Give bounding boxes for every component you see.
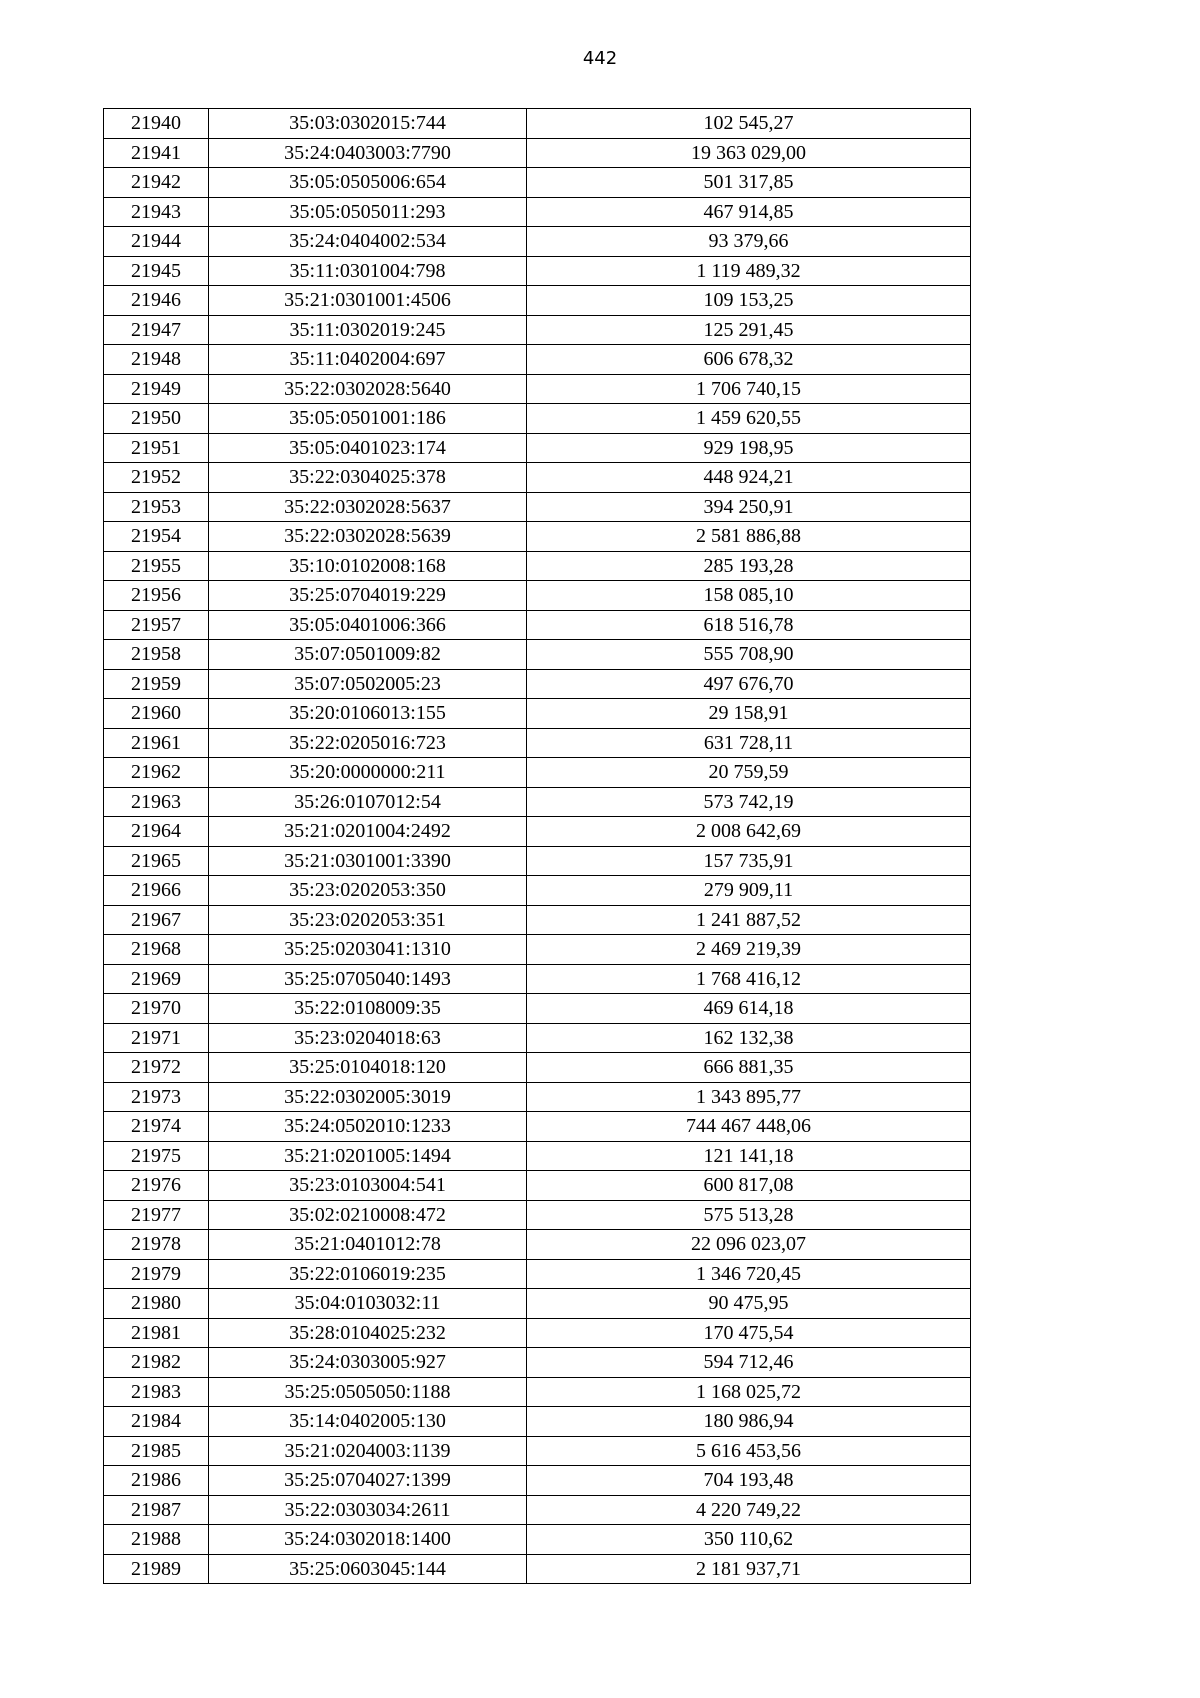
row-number-cell: 21953 — [104, 492, 209, 522]
table-row — [104, 1554, 971, 1584]
row-number-cell: 21982 — [104, 1348, 209, 1378]
value-cell: 279 909,11 — [527, 876, 971, 906]
cadastral-number-cell: 35:28:0104025:232 — [209, 1318, 527, 1348]
table-row — [104, 728, 971, 758]
cadastral-number-cell: 35:25:0104018:120 — [209, 1053, 527, 1083]
value-cell: 497 676,70 — [527, 669, 971, 699]
value-cell: 4 220 749,22 — [527, 1495, 971, 1525]
table-row — [104, 1525, 971, 1555]
cadastral-number-cell: 35:10:0102008:168 — [209, 551, 527, 581]
row-number-cell: 21979 — [104, 1259, 209, 1289]
value-cell: 575 513,28 — [527, 1200, 971, 1230]
row-number-cell: 21956 — [104, 581, 209, 611]
cadastral-number-cell: 35:05:0401006:366 — [209, 610, 527, 640]
row-number-cell: 21962 — [104, 758, 209, 788]
cadastral-number-cell: 35:21:0301001:3390 — [209, 846, 527, 876]
table-row — [104, 404, 971, 434]
row-number-cell: 21970 — [104, 994, 209, 1024]
table-row — [104, 846, 971, 876]
row-number-cell: 21968 — [104, 935, 209, 965]
row-number-cell: 21981 — [104, 1318, 209, 1348]
value-cell: 22 096 023,07 — [527, 1230, 971, 1260]
cadastral-number-cell: 35:05:0401023:174 — [209, 433, 527, 463]
value-cell: 600 817,08 — [527, 1171, 971, 1201]
value-cell: 1 241 887,52 — [527, 905, 971, 935]
row-number-cell: 21989 — [104, 1554, 209, 1584]
row-number-cell: 21987 — [104, 1495, 209, 1525]
value-cell: 1 706 740,15 — [527, 374, 971, 404]
table-row — [104, 1289, 971, 1319]
row-number-cell: 21988 — [104, 1525, 209, 1555]
value-cell: 469 614,18 — [527, 994, 971, 1024]
row-number-cell: 21941 — [104, 138, 209, 168]
cadastral-number-cell: 35:07:0502005:23 — [209, 669, 527, 699]
cadastral-number-cell: 35:22:0303034:2611 — [209, 1495, 527, 1525]
row-number-cell: 21946 — [104, 286, 209, 316]
row-number-cell: 21955 — [104, 551, 209, 581]
cadastral-number-cell: 35:25:0704027:1399 — [209, 1466, 527, 1496]
row-number-cell: 21958 — [104, 640, 209, 670]
value-cell: 125 291,45 — [527, 315, 971, 345]
table-row — [104, 1466, 971, 1496]
row-number-cell: 21961 — [104, 728, 209, 758]
cadastral-number-cell: 35:22:0304025:378 — [209, 463, 527, 493]
table-row — [104, 610, 971, 640]
value-cell: 20 759,59 — [527, 758, 971, 788]
value-cell: 2 008 642,69 — [527, 817, 971, 847]
row-number-cell: 21948 — [104, 345, 209, 375]
table-row — [104, 699, 971, 729]
cadastral-number-cell: 35:25:0203041:1310 — [209, 935, 527, 965]
cadastral-number-cell: 35:24:0404002:534 — [209, 227, 527, 257]
table-row — [104, 1318, 971, 1348]
value-cell: 121 141,18 — [527, 1141, 971, 1171]
cadastral-number-cell: 35:05:0505011:293 — [209, 197, 527, 227]
row-number-cell: 21972 — [104, 1053, 209, 1083]
cadastral-number-cell: 35:24:0502010:1233 — [209, 1112, 527, 1142]
cadastral-number-cell: 35:20:0106013:155 — [209, 699, 527, 729]
row-number-cell: 21944 — [104, 227, 209, 257]
cadastral-number-cell: 35:07:0501009:82 — [209, 640, 527, 670]
row-number-cell: 21966 — [104, 876, 209, 906]
row-number-cell: 21942 — [104, 168, 209, 198]
cadastral-number-cell: 35:11:0402004:697 — [209, 345, 527, 375]
value-cell: 19 363 029,00 — [527, 138, 971, 168]
cadastral-number-cell: 35:21:0204003:1139 — [209, 1436, 527, 1466]
table-row — [104, 168, 971, 198]
table-row — [104, 1259, 971, 1289]
value-cell: 285 193,28 — [527, 551, 971, 581]
value-cell: 467 914,85 — [527, 197, 971, 227]
table-row — [104, 109, 971, 139]
row-number-cell: 21952 — [104, 463, 209, 493]
table-row — [104, 758, 971, 788]
value-cell: 394 250,91 — [527, 492, 971, 522]
cadastral-number-cell: 35:23:0204018:63 — [209, 1023, 527, 1053]
value-cell: 102 545,27 — [527, 109, 971, 139]
cadastral-number-cell: 35:02:0210008:472 — [209, 1200, 527, 1230]
value-cell: 1 343 895,77 — [527, 1082, 971, 1112]
cadastral-number-cell: 35:26:0107012:54 — [209, 787, 527, 817]
table-row — [104, 1407, 971, 1437]
row-number-cell: 21974 — [104, 1112, 209, 1142]
value-cell: 5 616 453,56 — [527, 1436, 971, 1466]
cadastral-number-cell: 35:23:0103004:541 — [209, 1171, 527, 1201]
row-number-cell: 21964 — [104, 817, 209, 847]
table-row — [104, 227, 971, 257]
value-cell: 929 198,95 — [527, 433, 971, 463]
cadastral-number-cell: 35:22:0302028:5640 — [209, 374, 527, 404]
row-number-cell: 21945 — [104, 256, 209, 286]
table-row — [104, 256, 971, 286]
value-cell: 170 475,54 — [527, 1318, 971, 1348]
row-number-cell: 21951 — [104, 433, 209, 463]
cadastral-number-cell: 35:23:0202053:351 — [209, 905, 527, 935]
value-cell: 1 168 025,72 — [527, 1377, 971, 1407]
table-row — [104, 640, 971, 670]
table-row — [104, 669, 971, 699]
cadastral-number-cell: 35:21:0201004:2492 — [209, 817, 527, 847]
table-row — [104, 1082, 971, 1112]
value-cell: 555 708,90 — [527, 640, 971, 670]
row-number-cell: 21980 — [104, 1289, 209, 1319]
row-number-cell: 21960 — [104, 699, 209, 729]
row-number-cell: 21985 — [104, 1436, 209, 1466]
table-row — [104, 905, 971, 935]
cadastral-number-cell: 35:23:0202053:350 — [209, 876, 527, 906]
row-number-cell: 21957 — [104, 610, 209, 640]
table-row — [104, 374, 971, 404]
value-cell: 2 469 219,39 — [527, 935, 971, 965]
table-row — [104, 964, 971, 994]
cadastral-number-cell: 35:24:0403003:7790 — [209, 138, 527, 168]
cadastral-number-cell: 35:05:0505006:654 — [209, 168, 527, 198]
value-cell: 704 193,48 — [527, 1466, 971, 1496]
table-row — [104, 286, 971, 316]
value-cell: 157 735,91 — [527, 846, 971, 876]
row-number-cell: 21976 — [104, 1171, 209, 1201]
table-row — [104, 197, 971, 227]
table-row — [104, 817, 971, 847]
table-row — [104, 433, 971, 463]
row-number-cell: 21978 — [104, 1230, 209, 1260]
cadastral-number-cell: 35:03:0302015:744 — [209, 109, 527, 139]
row-number-cell: 21950 — [104, 404, 209, 434]
table-row — [104, 1348, 971, 1378]
table-row — [104, 876, 971, 906]
cadastral-number-cell: 35:11:0302019:245 — [209, 315, 527, 345]
value-cell: 606 678,32 — [527, 345, 971, 375]
value-cell: 29 158,91 — [527, 699, 971, 729]
row-number-cell: 21984 — [104, 1407, 209, 1437]
table-row — [104, 1436, 971, 1466]
cadastral-number-cell: 35:04:0103032:11 — [209, 1289, 527, 1319]
row-number-cell: 21940 — [104, 109, 209, 139]
row-number-cell: 21986 — [104, 1466, 209, 1496]
cadastral-number-cell: 35:22:0205016:723 — [209, 728, 527, 758]
row-number-cell: 21963 — [104, 787, 209, 817]
value-cell: 501 317,85 — [527, 168, 971, 198]
table-row — [104, 315, 971, 345]
table-row — [104, 1171, 971, 1201]
value-cell: 2 581 886,88 — [527, 522, 971, 552]
value-cell: 666 881,35 — [527, 1053, 971, 1083]
value-cell: 1 346 720,45 — [527, 1259, 971, 1289]
cadastral-number-cell: 35:25:0603045:144 — [209, 1554, 527, 1584]
page-number: 442 — [582, 48, 618, 69]
cadastral-number-cell: 35:22:0302005:3019 — [209, 1082, 527, 1112]
value-cell: 631 728,11 — [527, 728, 971, 758]
value-cell: 618 516,78 — [527, 610, 971, 640]
value-cell: 93 379,66 — [527, 227, 971, 257]
value-cell: 109 153,25 — [527, 286, 971, 316]
table-row — [104, 138, 971, 168]
row-number-cell: 21969 — [104, 964, 209, 994]
table-row — [104, 522, 971, 552]
cadastral-number-cell: 35:24:0303005:927 — [209, 1348, 527, 1378]
value-cell: 744 467 448,06 — [527, 1112, 971, 1142]
cadastral-number-cell: 35:05:0501001:186 — [209, 404, 527, 434]
cadastral-number-cell: 35:22:0108009:35 — [209, 994, 527, 1024]
cadastral-number-cell: 35:14:0402005:130 — [209, 1407, 527, 1437]
row-number-cell: 21977 — [104, 1200, 209, 1230]
table-row — [104, 1495, 971, 1525]
cadastral-number-cell: 35:21:0301001:4506 — [209, 286, 527, 316]
row-number-cell: 21973 — [104, 1082, 209, 1112]
table-row — [104, 1230, 971, 1260]
cadastral-number-cell: 35:21:0201005:1494 — [209, 1141, 527, 1171]
row-number-cell: 21965 — [104, 846, 209, 876]
table-row — [104, 1053, 971, 1083]
table-row — [104, 581, 971, 611]
table-row — [104, 1023, 971, 1053]
value-cell: 573 742,19 — [527, 787, 971, 817]
table-row — [104, 787, 971, 817]
cadastral-number-cell: 35:25:0505050:1188 — [209, 1377, 527, 1407]
cadastral-number-cell: 35:25:0705040:1493 — [209, 964, 527, 994]
table-row — [104, 935, 971, 965]
cadastral-number-cell: 35:22:0302028:5637 — [209, 492, 527, 522]
value-cell: 1 119 489,32 — [527, 256, 971, 286]
row-number-cell: 21959 — [104, 669, 209, 699]
row-number-cell: 21967 — [104, 905, 209, 935]
value-cell: 1 768 416,12 — [527, 964, 971, 994]
table-row — [104, 1112, 971, 1142]
row-number-cell: 21975 — [104, 1141, 209, 1171]
value-cell: 180 986,94 — [527, 1407, 971, 1437]
value-cell: 594 712,46 — [527, 1348, 971, 1378]
row-number-cell: 21954 — [104, 522, 209, 552]
cadastral-number-cell: 35:22:0106019:235 — [209, 1259, 527, 1289]
table-row — [104, 994, 971, 1024]
registry-table — [103, 108, 971, 1584]
table-row — [104, 1141, 971, 1171]
cadastral-number-cell: 35:22:0302028:5639 — [209, 522, 527, 552]
row-number-cell: 21983 — [104, 1377, 209, 1407]
table-row — [104, 463, 971, 493]
value-cell: 158 085,10 — [527, 581, 971, 611]
row-number-cell: 21949 — [104, 374, 209, 404]
table-row — [104, 345, 971, 375]
row-number-cell: 21943 — [104, 197, 209, 227]
cadastral-number-cell: 35:25:0704019:229 — [209, 581, 527, 611]
table-row — [104, 1200, 971, 1230]
cadastral-number-cell: 35:20:0000000:211 — [209, 758, 527, 788]
cadastral-number-cell: 35:11:0301004:798 — [209, 256, 527, 286]
cadastral-number-cell: 35:21:0401012:78 — [209, 1230, 527, 1260]
table-row — [104, 1377, 971, 1407]
value-cell: 1 459 620,55 — [527, 404, 971, 434]
value-cell: 2 181 937,71 — [527, 1554, 971, 1584]
table-row — [104, 492, 971, 522]
cadastral-number-cell: 35:24:0302018:1400 — [209, 1525, 527, 1555]
row-number-cell: 21971 — [104, 1023, 209, 1053]
row-number-cell: 21947 — [104, 315, 209, 345]
value-cell: 90 475,95 — [527, 1289, 971, 1319]
table-row — [104, 551, 971, 581]
value-cell: 162 132,38 — [527, 1023, 971, 1053]
table-body — [104, 109, 971, 1584]
value-cell: 350 110,62 — [527, 1525, 971, 1555]
value-cell: 448 924,21 — [527, 463, 971, 493]
